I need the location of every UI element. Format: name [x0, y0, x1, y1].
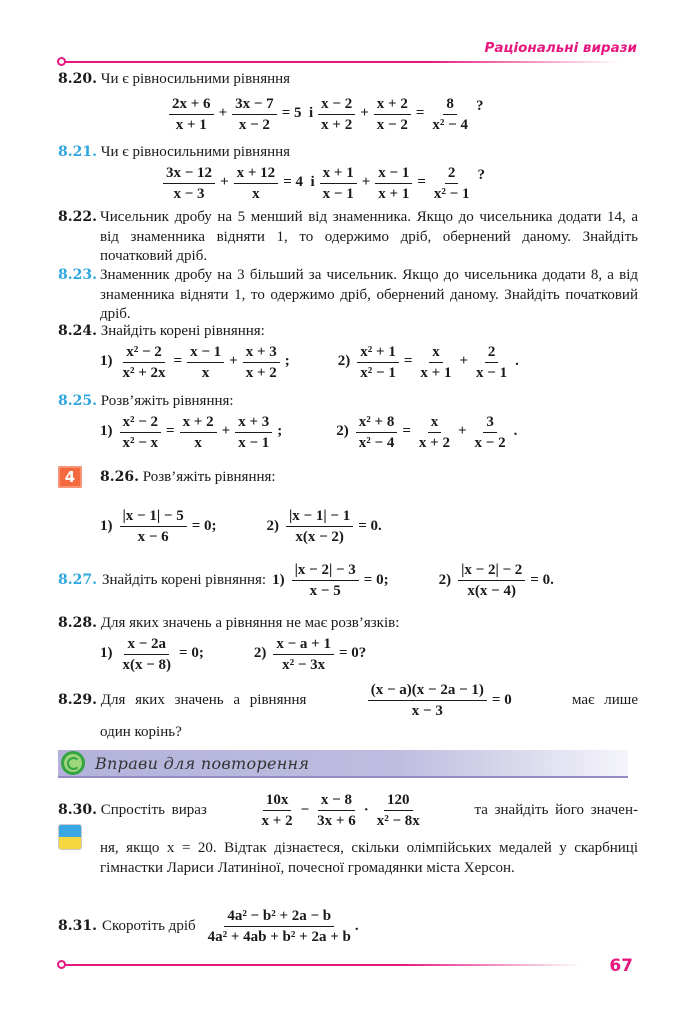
header-rule-dot-icon	[57, 57, 66, 66]
fraction: $\frac{|x - 2| - 2}{x(x - 4)}$	[458, 560, 525, 601]
exercise-text: ня, якщо x = 20. Відтак дізнаєтеся, скільки олімпійських медалей у скарбниці гімнастки Лариси Латиніної, почесної громадянки міста Херсон.	[100, 840, 638, 876]
fraction: $\frac{x - 2a}{x(x - 8)}$	[122, 635, 172, 673]
equation-row: 8.27. Знайдіть корені рівняння: 1) $\frac{|x - 2| - 3}{x - 5}$ = 0; 2) $\frac{|x - 2| - 2}{x(x - 4)}$ = 0.	[58, 562, 554, 599]
exercise-prompt: Для яких значень a рівняння не має розв’язків:	[100, 615, 400, 631]
fraction: $\frac{\text{x² + 8}}{\text{x² − 4}}$	[356, 412, 398, 453]
footer-rule-dot-icon	[57, 960, 66, 969]
fraction: $\frac{x}{x + 1}$	[420, 343, 452, 381]
fraction: $\frac{2x + 6}{x + 1}$	[169, 94, 214, 135]
exercise-prompt: Спростіть вираз	[100, 801, 207, 818]
equation-row: 1) $\frac{|x - 1| - 5}{x - 6}$ = 0; 2) $\frac{|x - 1| - 1}{x(x - 2)}$ = 0.	[100, 508, 382, 545]
fraction: $\frac{x + 3}{x - 1}$	[235, 412, 272, 453]
equation-row: 1) $\frac{\text{x² − 2}}{\text{x² + 2x}}$ = $\frac{x - 1}{x}$ + $\frac{x + 3}{x + 2}$ ; 2) $\frac{\text{x² + 1}}{\text{x² − 1}}$ = $\frac{x}{x + 1}$ + $\frac{2}{x - 1}$ .	[100, 343, 519, 381]
exercise-8-20	[58, 70, 638, 135]
header-rule	[62, 61, 622, 63]
exercise-prompt: Чи є рівносильними рівняння	[100, 71, 291, 87]
exercise-8-26-equations	[100, 506, 640, 547]
fraction: $\frac{|x - 1| - 5}{x - 6}$	[120, 506, 187, 547]
fraction: $\frac{(x - a)(x - 2a - 1)}{x - 3}$	[368, 680, 487, 721]
exercise-number: 8.26.	[100, 469, 139, 485]
fraction: $\frac{\text{x² − 2}}{\text{x² + 2x}}$	[122, 343, 166, 381]
exercise-number: 8.20.	[58, 71, 97, 87]
fraction: $\frac{x - 2}{x + 2}$	[318, 94, 355, 135]
fraction: $\frac{3x - 7}{x - 2}$	[232, 94, 277, 135]
exercise-number: 8.31.	[58, 917, 97, 934]
fraction: $\frac{120}{\text{x² − 8x}}$	[376, 792, 420, 829]
equation-row: 8.29. Для яких значень a рівняння $\frac{(x - a)(x - 2a - 1)}{x - 3}$ = 0 має лише	[58, 682, 638, 719]
fraction: $\frac{2}{x - 1}$	[476, 343, 508, 381]
repeat-cycle-icon	[61, 751, 85, 775]
exercise-8-30	[58, 790, 638, 878]
fraction: $\frac{x - 1}{x + 1}$	[375, 163, 412, 204]
exercise-number: 8.23.	[58, 267, 97, 283]
fraction: $\frac{x + 2}{x - 2}$	[374, 94, 411, 135]
equation-row: 8.31. Скоротіть дріб $\frac{\text{4a² − b² + 2a − b}}{\text{4a² + 4ab + b² + 2a + b}}$ .	[58, 908, 359, 945]
exercise-prompt: Для яких значень a рівняння	[100, 691, 307, 708]
exercise-8-22	[58, 208, 638, 267]
exercise-prompt: Знайдіть корені рівняння:	[100, 323, 265, 339]
exercise-text: Чисельник дробу на 5 менший від знаменника. Якщо до чисельника додати 14, а від знаменника відняти 1, то одержимо дріб, обернений даному. Знайдіть початковий дріб.	[100, 209, 638, 264]
exercise-number: 8.25.	[58, 393, 97, 409]
exercise-text: Знаменник дробу на 3 більший за чисельник. Якщо до чисельника додати 8, а від знаменника відняти 1, то одержимо дріб, обернений даному. Знайдіть початковий дріб.	[100, 267, 638, 322]
fraction: $\frac{\text{4a² − b² + 2a − b}}{\text{4a² + 4ab + b² + 2a + b}}$	[207, 908, 351, 945]
fraction: $\frac{|x - 2| - 3}{x - 5}$	[292, 560, 359, 601]
fraction: $\frac{x - a + 1}{\text{x² − 3x}}$	[273, 634, 334, 675]
exercise-8-26	[100, 468, 640, 488]
exercise-prompt-end: має лише	[572, 691, 638, 708]
exercise-8-23	[58, 266, 638, 325]
equation-pair: $\frac{2x + 6}{x + 1}$ + $\frac{3x - 7}{x - 2}$ = 5 і $\frac{x - 2}{x + 2}$ + $\frac{x + 2}{x - 2}$ = $\frac{8}{\text{x² − 4}}$ ?	[166, 94, 638, 135]
exercise-8-31	[58, 906, 638, 947]
fraction: $\frac{\text{x² + 1}}{\text{x² − 1}}$	[357, 342, 399, 383]
exercise-8-24	[58, 322, 638, 383]
exercise-8-29	[58, 680, 638, 743]
fraction: $\frac{|x - 1| - 1}{x(x - 2)}$	[286, 506, 353, 547]
exercise-number: 8.29.	[58, 691, 97, 708]
footer-rule	[62, 964, 582, 966]
fraction: $\frac{x + 3}{x + 2}$	[243, 342, 280, 383]
section-title: Раціональні вирази	[484, 40, 637, 56]
exercise-number: 8.27.	[58, 571, 97, 588]
equation-row: 1) $\frac{\text{x² − 2}}{\text{x² − x}}$ = $\frac{x + 2}{x}$ + $\frac{x + 3}{x - 1}$ ; 2) $\frac{\text{x² + 8}}{\text{x² − 4}}$ = $\frac{x}{x + 2}$ + $\frac{3}{x - 2}$ .	[100, 413, 518, 451]
exercise-prompt: Знайдіть корені рівняння:	[101, 571, 267, 588]
fraction: $\frac{3}{x - 2}$	[474, 413, 506, 451]
fraction: $\frac{8}{\text{x² − 4}}$	[432, 95, 468, 133]
fraction: $\frac{x + 12}{x}$	[234, 163, 279, 204]
exercise-8-28	[58, 614, 638, 675]
fraction: $\frac{x - 1}{x}$	[187, 342, 224, 383]
exercise-number: 8.30.	[58, 801, 97, 818]
fraction: $\frac{x + 1}{x - 1}$	[320, 163, 357, 204]
exercise-number: 8.21.	[58, 144, 97, 160]
exercise-8-27	[58, 560, 658, 601]
equation-pair: $\frac{3x - 12}{x - 3}$ + $\frac{x + 12}{x}$ = 4 і $\frac{x + 1}{x - 1}$ + $\frac{x - 1}{x + 1}$ = $\frac{2}{\text{x² − 1}}$ ?	[160, 163, 638, 204]
exercise-prompt: Розв’яжіть рівняння:	[142, 469, 276, 485]
exercise-8-25	[58, 392, 638, 453]
exercise-continuation: один корінь?	[100, 724, 182, 740]
banner-label: Вправи для повторення	[95, 753, 310, 773]
fraction: $\frac{x + 2}{x}$	[180, 412, 217, 453]
exercise-number: 8.28.	[58, 615, 97, 631]
equation-row: 8.30. Спростіть вираз $\frac{10x}{x + 2}$ − $\frac{x - 8}{3x + 6}$ · $\frac{120}{\text{x² − 8x}}$ та знайдіть його значен-	[58, 792, 638, 829]
fraction: $\frac{3x - 12}{x - 3}$	[163, 163, 215, 204]
exercise-8-21	[58, 143, 638, 204]
fraction: $\frac{x - 8}{3x + 6}$	[317, 792, 356, 829]
fraction: $\frac{2}{\text{x² − 1}}$	[433, 164, 470, 202]
fraction: $\frac{x}{x + 2}$	[418, 413, 450, 451]
exercise-prompt: Скоротіть дріб	[101, 917, 196, 934]
fraction: $\frac{\text{x² − 2}}{\text{x² − x}}$	[120, 412, 162, 453]
exercise-number: 8.24.	[58, 323, 97, 339]
equation-row: 1) $\frac{x - 2a}{x(x - 8)}$ = 0; 2) $\frac{x - a + 1}{\text{x² − 3x}}$ = 0?	[100, 635, 367, 673]
review-section-banner	[58, 750, 628, 778]
fraction: $\frac{10x}{x + 2}$	[261, 792, 293, 829]
exercise-prompt: Розв’яжіть рівняння:	[100, 393, 234, 409]
exercise-number: 8.22.	[58, 209, 97, 225]
difficulty-level-badge: 4	[58, 466, 82, 488]
page-number: 67	[609, 956, 633, 976]
exercise-prompt: Чи є рівносильними рівняння	[100, 144, 291, 160]
exercise-prompt-end: та знайдіть його значен-	[474, 801, 638, 818]
